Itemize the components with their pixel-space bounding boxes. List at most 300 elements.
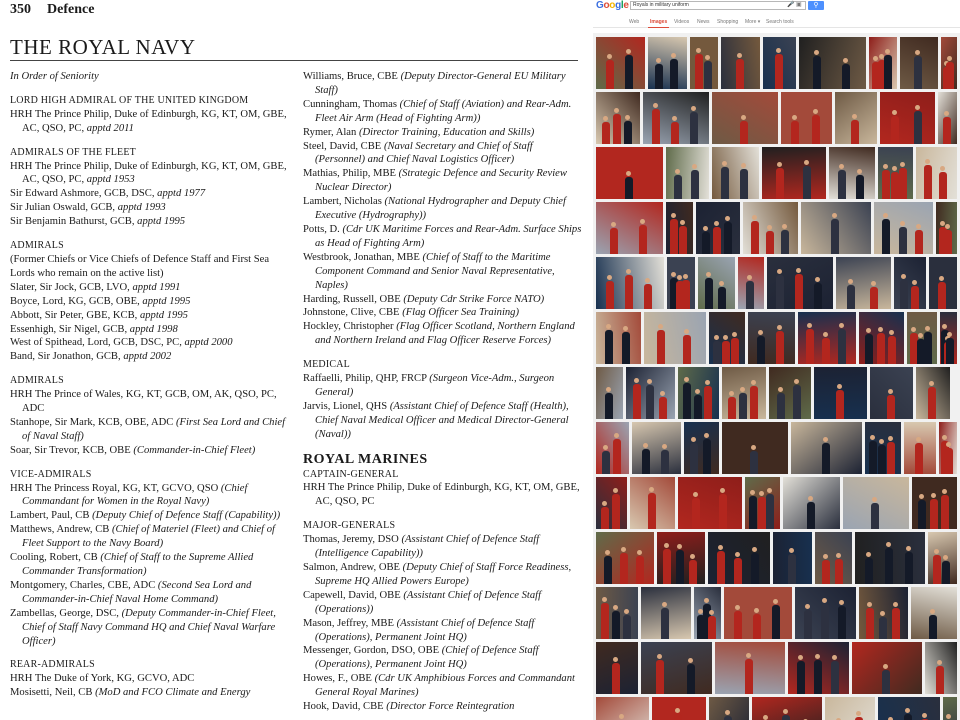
officer-name: Montgomery, Charles, CBE, ADC: [10, 579, 156, 591]
image-result-thumbnail[interactable]: [596, 422, 629, 474]
figure-shape: [646, 385, 654, 419]
image-result-thumbnail[interactable]: [722, 367, 766, 419]
tab-images[interactable]: Images: [650, 19, 668, 25]
image-result-thumbnail[interactable]: [767, 257, 833, 309]
image-result-thumbnail[interactable]: [929, 257, 957, 309]
officer-name: Slater, Sir Jock, GCB, LVO,: [10, 281, 130, 293]
image-result-thumbnail[interactable]: [644, 312, 706, 364]
figure-head-shape: [947, 332, 952, 337]
image-result-thumbnail[interactable]: [698, 257, 735, 309]
image-result-thumbnail[interactable]: [880, 92, 935, 144]
image-result-thumbnail[interactable]: [648, 37, 687, 89]
image-result-thumbnail[interactable]: [596, 147, 663, 199]
officer-role: (Cdr UK Amphibious Forces and Commandant General Royal Marines): [315, 673, 575, 699]
figure-head-shape: [746, 653, 751, 658]
officer-role: apptd 1995: [139, 309, 188, 321]
image-result-thumbnail[interactable]: [878, 697, 940, 720]
figure-shape: [939, 172, 947, 199]
figure-head-shape: [782, 224, 787, 229]
officer-role: (Assistant Chief of Defence Staff (Operations)): [315, 589, 542, 615]
officer-role: (Flag Officer Scotland, Northern England and Northern Ireland and Flag Officer Reserve Forces): [315, 321, 575, 347]
officer-name: Messenger, Gordon, DSO, OBE: [303, 645, 440, 657]
officer-entry: [303, 672, 585, 700]
figure-shape: [745, 659, 753, 694]
rank-heading: CAPTAIN-GENERAL: [303, 468, 399, 480]
figure-head-shape: [777, 162, 782, 167]
image-result-thumbnail[interactable]: [773, 532, 812, 584]
image-result-thumbnail[interactable]: [791, 422, 862, 474]
figure-shape: [869, 441, 877, 474]
officer-role: apptd 1993: [117, 202, 166, 214]
image-result-thumbnail[interactable]: [799, 37, 866, 89]
figure-shape: [740, 121, 748, 144]
figure-head-shape: [750, 490, 755, 495]
officer-name: Matthews, Andrew, CB: [10, 524, 110, 536]
figure-shape: [933, 555, 941, 584]
image-result-thumbnail[interactable]: [911, 587, 957, 639]
officer-entry: [10, 523, 292, 551]
image-result-thumbnail[interactable]: [715, 642, 785, 694]
microphone-icon[interactable]: 🎤: [787, 2, 795, 8]
officer-name: Westbrook, Jonathan, MBE: [303, 251, 420, 263]
image-result-thumbnail[interactable]: [748, 312, 795, 364]
figure-head-shape: [683, 274, 688, 279]
rank-heading: MAJOR-GENERALS: [303, 520, 396, 532]
search-button[interactable]: [808, 1, 824, 10]
image-result-thumbnail[interactable]: [596, 37, 645, 89]
officer-entry: [10, 350, 292, 364]
officer-name: Soar, Sir Trevor, KCB, OBE: [10, 444, 131, 456]
figure-shape: [713, 341, 721, 364]
figure-shape: [781, 230, 789, 254]
officer-name: West of Spithead, Lord, GCB, DSC, PC,: [10, 337, 182, 349]
figure-head-shape: [805, 604, 810, 609]
officer-entry: [303, 195, 585, 223]
figure-head-shape: [684, 377, 689, 382]
camera-icon[interactable]: ▣: [796, 2, 802, 8]
tab-videos[interactable]: Videos: [674, 19, 690, 25]
image-result-thumbnail[interactable]: [708, 532, 770, 584]
officer-role: apptd 2002: [123, 351, 172, 363]
officer-entry: [10, 309, 292, 323]
figure-shape: [836, 390, 844, 419]
figure-head-shape: [879, 439, 884, 444]
image-result-thumbnail[interactable]: [878, 147, 913, 199]
figure-shape: [814, 660, 822, 694]
figure-shape: [918, 500, 926, 529]
figure-shape: [942, 561, 950, 584]
figure-head-shape: [752, 215, 757, 220]
image-result-thumbnail[interactable]: [762, 147, 826, 199]
figure-shape: [692, 498, 700, 529]
figure-head-shape: [944, 111, 949, 116]
figure-head-shape: [900, 162, 905, 167]
image-result-thumbnail[interactable]: [900, 37, 938, 89]
figure-head-shape: [619, 714, 624, 719]
image-result-thumbnail[interactable]: [709, 697, 749, 720]
officer-entry: [10, 444, 292, 458]
figure-shape: [652, 109, 660, 144]
figure-head-shape: [677, 275, 682, 280]
image-result-thumbnail[interactable]: [814, 367, 867, 419]
tab-more[interactable]: More ▾: [745, 19, 761, 25]
officer-role: apptd 1995: [137, 216, 186, 228]
figure-head-shape: [759, 491, 764, 496]
figure-head-shape: [886, 542, 891, 547]
figure-head-shape: [626, 171, 631, 176]
figure-head-shape: [918, 333, 923, 338]
rank-heading: ADMIRALS: [10, 240, 64, 252]
image-result-thumbnail[interactable]: [709, 312, 745, 364]
figure-shape: [670, 219, 678, 254]
figure-shape: [885, 548, 893, 584]
figure-head-shape: [937, 660, 942, 665]
image-result-thumbnail[interactable]: [928, 532, 957, 584]
figure-shape: [746, 281, 754, 309]
figure-head-shape: [946, 442, 951, 447]
figure-shape: [601, 507, 609, 529]
figure-shape: [812, 115, 820, 144]
search-top-bar: [593, 0, 960, 12]
figure-shape: [878, 445, 886, 474]
figure-head-shape: [807, 323, 812, 328]
figure-head-shape: [626, 269, 631, 274]
figure-head-shape: [878, 327, 883, 332]
image-result-thumbnail[interactable]: [943, 697, 957, 720]
image-result-thumbnail[interactable]: [596, 697, 649, 720]
figure-head-shape: [900, 221, 905, 226]
image-result-thumbnail[interactable]: [596, 257, 664, 309]
figure-shape: [657, 330, 665, 364]
figure-head-shape: [942, 324, 947, 329]
image-result-thumbnail[interactable]: [912, 477, 957, 529]
image-result-thumbnail[interactable]: [596, 202, 663, 254]
image-result-thumbnail[interactable]: [678, 477, 742, 529]
image-result-thumbnail[interactable]: [752, 697, 822, 720]
figure-head-shape: [634, 378, 639, 383]
image-result-thumbnail[interactable]: [641, 642, 712, 694]
figure-head-shape: [660, 391, 665, 396]
figure-shape: [938, 282, 946, 309]
figure-shape: [914, 111, 922, 144]
officer-entry: [303, 293, 585, 307]
figure-head-shape: [751, 380, 756, 385]
officer-entry: [303, 700, 585, 714]
figure-shape: [842, 64, 850, 89]
image-result-thumbnail[interactable]: [941, 37, 957, 89]
image-result-thumbnail[interactable]: [596, 642, 638, 694]
figure-head-shape: [925, 159, 930, 164]
image-result-thumbnail[interactable]: [694, 587, 721, 639]
image-result-thumbnail[interactable]: [836, 257, 891, 309]
figure-head-shape: [675, 169, 680, 174]
figure-head-shape: [943, 555, 948, 560]
image-result-thumbnail[interactable]: [722, 422, 788, 474]
image-result-thumbnail[interactable]: [829, 147, 875, 199]
image-result-thumbnail[interactable]: [678, 367, 719, 419]
figure-shape: [775, 54, 783, 89]
figure-head-shape: [789, 548, 794, 553]
figure-shape: [879, 617, 887, 639]
image-result-thumbnail[interactable]: [657, 532, 705, 584]
image-result-thumbnail[interactable]: [632, 422, 681, 474]
figure-shape: [739, 393, 747, 419]
figure-shape: [648, 493, 656, 529]
officer-entry: [303, 589, 585, 617]
figure-head-shape: [645, 278, 650, 283]
image-result-thumbnail[interactable]: [874, 202, 933, 254]
figure-head-shape: [729, 391, 734, 396]
officer-role: (Chief of Staff (Aviation) and Rear-Adm. Fleet Air Arm (Head of Fighting Arm)): [315, 98, 572, 124]
image-result-thumbnail[interactable]: [596, 587, 638, 639]
image-result-thumbnail[interactable]: [712, 92, 778, 144]
image-result-thumbnail[interactable]: [936, 202, 957, 254]
officer-role: (Chief of Defence Staff (Operations), Permanent Joint HQ): [315, 645, 539, 671]
officer-entry: [303, 98, 585, 126]
image-result-thumbnail[interactable]: [721, 37, 760, 89]
figure-head-shape: [814, 50, 819, 55]
image-result-thumbnail[interactable]: [916, 367, 950, 419]
figure-head-shape: [888, 389, 893, 394]
figure-head-shape: [852, 114, 857, 119]
figure-head-shape: [939, 276, 944, 281]
figure-head-shape: [925, 326, 930, 331]
figure-head-shape: [671, 213, 676, 218]
image-result-thumbnail[interactable]: [596, 312, 641, 364]
officer-entry: [303, 644, 585, 672]
image-result-thumbnail[interactable]: [596, 367, 623, 419]
figure-head-shape: [741, 115, 746, 120]
figure-head-shape: [946, 714, 951, 719]
image-result-thumbnail[interactable]: [795, 587, 856, 639]
image-result-thumbnail[interactable]: [801, 202, 871, 254]
figure-head-shape: [947, 56, 952, 61]
officer-role: (Director Training, Education and Skills): [358, 126, 535, 138]
officer-role: (MoD and FCO Climate and Energy: [95, 687, 251, 699]
figure-head-shape: [657, 654, 662, 659]
figure-head-shape: [796, 268, 801, 273]
image-result-thumbnail[interactable]: [667, 257, 695, 309]
figure-shape: [722, 341, 730, 364]
officer-entry: [10, 108, 292, 136]
figure-shape: [719, 494, 727, 529]
image-result-thumbnail[interactable]: [596, 477, 627, 529]
figure-head-shape: [709, 610, 714, 615]
image-result-thumbnail[interactable]: [865, 422, 901, 474]
figure-head-shape: [691, 106, 696, 111]
officer-role: (Chief Commandant for Women in the Royal Navy): [22, 482, 248, 508]
image-result-thumbnail[interactable]: [626, 367, 675, 419]
image-result-thumbnail[interactable]: [745, 477, 780, 529]
image-result-thumbnail[interactable]: [738, 257, 764, 309]
figure-shape: [671, 122, 679, 144]
figure-shape: [887, 395, 895, 419]
image-result-thumbnail[interactable]: [712, 147, 759, 199]
section-title: THE ROYAL NAVY: [10, 35, 196, 59]
figure-shape: [606, 60, 614, 89]
figure-shape: [791, 121, 799, 144]
image-result-thumbnail[interactable]: [666, 147, 709, 199]
figure-head-shape: [735, 605, 740, 610]
figure-head-shape: [606, 324, 611, 329]
image-result-thumbnail[interactable]: [641, 587, 691, 639]
image-result-thumbnail[interactable]: [763, 37, 796, 89]
image-result-thumbnail[interactable]: [815, 532, 852, 584]
figure-head-shape: [607, 54, 612, 59]
figure-head-shape: [942, 435, 947, 440]
figure-shape: [793, 385, 801, 419]
figure-shape: [888, 336, 896, 364]
image-result-thumbnail[interactable]: [843, 477, 909, 529]
figure-shape: [676, 550, 684, 584]
figure-shape: [753, 614, 761, 639]
image-result-thumbnail[interactable]: [869, 37, 897, 89]
image-result-thumbnail[interactable]: [684, 422, 719, 474]
figure-shape: [806, 329, 814, 364]
image-result-thumbnail[interactable]: [925, 642, 957, 694]
figure-head-shape: [940, 166, 945, 171]
figure-head-shape: [922, 713, 927, 718]
image-result-thumbnail[interactable]: [859, 312, 904, 364]
image-result-thumbnail[interactable]: [643, 92, 709, 144]
figure-shape: [612, 663, 620, 694]
figure-shape: [924, 165, 932, 199]
figure-head-shape: [883, 164, 888, 169]
image-result-thumbnail[interactable]: [630, 477, 675, 529]
image-result-thumbnail[interactable]: [870, 367, 913, 419]
search-input[interactable]: Royals in military uniform: [630, 1, 806, 10]
google-logo[interactable]: Google: [596, 0, 629, 11]
image-result-thumbnail[interactable]: [852, 642, 922, 694]
figure-shape: [776, 168, 784, 199]
image-result-thumbnail[interactable]: [724, 587, 792, 639]
tab-web[interactable]: Web: [629, 19, 640, 25]
figure-head-shape: [677, 544, 682, 549]
figure-head-shape: [658, 324, 663, 329]
officer-entry: [10, 551, 292, 579]
officer-entry: [10, 579, 292, 607]
officer-role: (Cdr UK Maritime Forces and Rear-Adm. Surface Ships as Head of Fighting Arm): [315, 223, 582, 249]
figure-head-shape: [905, 708, 910, 713]
image-result-thumbnail[interactable]: [690, 37, 718, 89]
image-result-thumbnail[interactable]: [894, 257, 926, 309]
officer-entry: [303, 533, 585, 561]
figure-shape: [690, 443, 698, 474]
figure-head-shape: [723, 335, 728, 340]
figure-shape: [884, 55, 892, 89]
figure-shape: [639, 225, 647, 254]
rank-heading: ROYAL MARINES: [303, 451, 428, 467]
image-result-thumbnail[interactable]: [825, 697, 875, 720]
officer-name: Sir Edward Ashmore, GCB, DSC,: [10, 188, 155, 200]
officer-name: Rymer, Alan: [303, 126, 357, 138]
officer-name: HRH The Prince Philip, Duke of Edinburgh, KG, KT, OM, GBE, AC, QSO, PC,: [10, 160, 287, 186]
figure-shape: [899, 168, 907, 199]
figure-head-shape: [741, 163, 746, 168]
figure-shape: [797, 661, 805, 694]
figure-head-shape: [804, 160, 809, 165]
order-subtitle: In Order of Seniority: [10, 71, 99, 82]
image-result-thumbnail[interactable]: [907, 312, 937, 364]
figure-head-shape: [719, 281, 724, 286]
figure-head-shape: [815, 654, 820, 659]
figure-shape: [915, 443, 923, 474]
image-result-thumbnail[interactable]: [596, 92, 640, 144]
image-result-thumbnail[interactable]: [666, 202, 693, 254]
image-result-thumbnail[interactable]: [769, 367, 811, 419]
tab-search-tools[interactable]: Search tools: [766, 19, 794, 25]
figure-shape: [891, 172, 899, 199]
officer-role: (Chief of Materiel (Fleet) and Chief of Fleet Support to the Navy Board): [22, 524, 276, 550]
figure-head-shape: [867, 602, 872, 607]
image-result-thumbnail[interactable]: [652, 697, 706, 720]
figure-shape: [642, 449, 650, 474]
officer-name: Steel, David, CBE: [303, 140, 382, 152]
image-result-thumbnail[interactable]: [798, 312, 856, 364]
figure-shape: [749, 496, 757, 529]
running-header: [10, 2, 110, 18]
figure-shape: [905, 552, 913, 584]
image-result-thumbnail[interactable]: [916, 147, 957, 199]
figure-shape: [924, 332, 932, 364]
figure-head-shape: [885, 49, 890, 54]
officer-name: Sir Julian Oswald, GCB,: [10, 202, 116, 214]
figure-head-shape: [725, 216, 730, 221]
figure-head-shape: [605, 550, 610, 555]
officer-entry: [303, 251, 585, 293]
figure-shape: [928, 387, 936, 419]
figure-head-shape: [626, 49, 631, 54]
image-result-thumbnail[interactable]: [696, 202, 740, 254]
figure-head-shape: [773, 599, 778, 604]
section-note: (Former Chiefs or Vice Chiefs of Defence Staff and First Sea Lords who remain on the active list): [10, 253, 270, 279]
officer-entry: [10, 187, 292, 201]
image-result-thumbnail[interactable]: [783, 477, 840, 529]
search-icon: ⚲: [813, 2, 819, 9]
officer-name: Hockley, Christopher: [303, 321, 394, 333]
figure-head-shape: [675, 708, 680, 713]
image-result-thumbnail[interactable]: [940, 312, 957, 364]
image-result-thumbnail[interactable]: [859, 587, 908, 639]
figure-shape: [882, 219, 890, 254]
figure-shape: [670, 59, 678, 89]
figure-shape: [751, 553, 759, 584]
officer-role: (Strategic Defence and Security Review Nuclear Director): [315, 168, 567, 194]
figure-shape: [776, 275, 784, 309]
image-result-thumbnail[interactable]: [781, 92, 832, 144]
figure-head-shape: [832, 213, 837, 218]
figure-shape: [721, 167, 729, 199]
figure-shape: [887, 442, 895, 474]
officer-name: Mathias, Philip, MBE: [303, 168, 396, 180]
image-result-thumbnail[interactable]: [904, 422, 936, 474]
image-result-thumbnail[interactable]: [855, 532, 925, 584]
figure-shape: [758, 497, 766, 529]
image-result-thumbnail[interactable]: [743, 202, 798, 254]
tab-shopping[interactable]: Shopping: [717, 19, 739, 25]
image-result-thumbnail[interactable]: [835, 92, 877, 144]
figure-head-shape: [929, 381, 934, 386]
image-result-thumbnail[interactable]: [788, 642, 849, 694]
running-head-title: Defence: [47, 2, 95, 17]
image-result-thumbnail[interactable]: [939, 422, 957, 474]
figure-head-shape: [911, 327, 916, 332]
image-result-thumbnail[interactable]: [596, 532, 654, 584]
image-result-thumbnail[interactable]: [938, 92, 957, 144]
figure-shape: [612, 494, 620, 529]
tab-news[interactable]: News: [697, 19, 710, 25]
officer-entry: [10, 160, 292, 188]
